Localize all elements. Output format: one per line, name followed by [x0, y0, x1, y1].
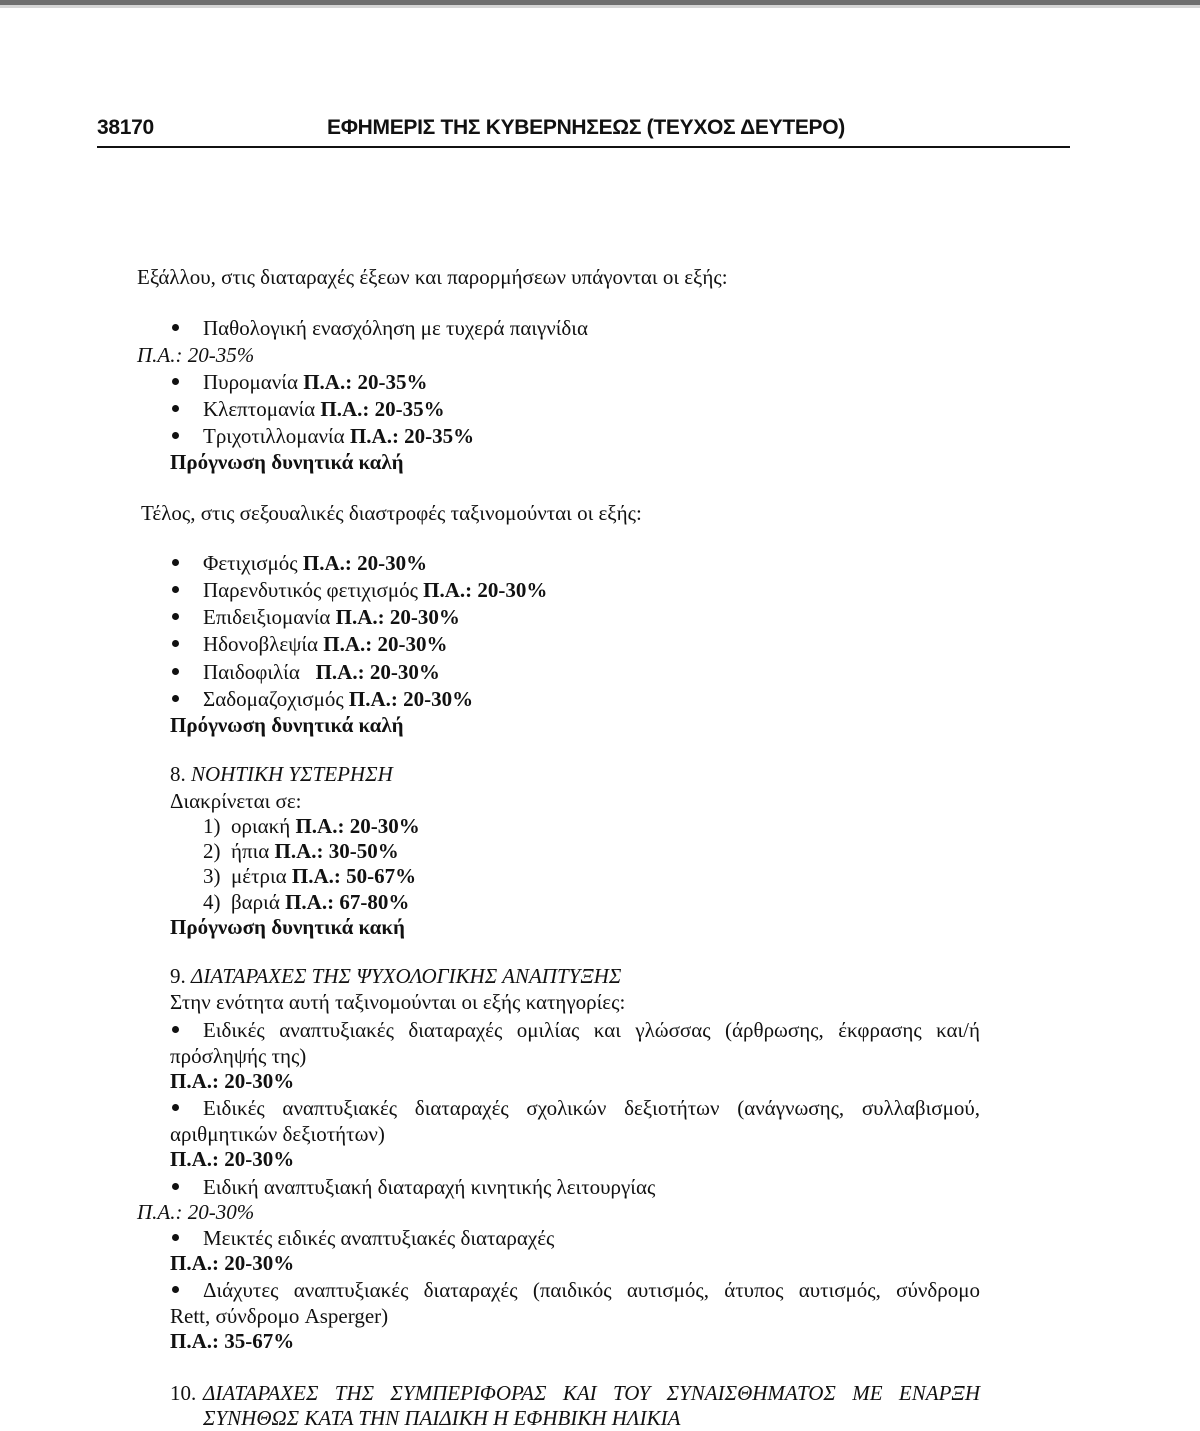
- section-9-item-3-pa: Π.Α.: 20-30%: [137, 1200, 255, 1224]
- item-label: Παιδοφιλία: [203, 660, 311, 684]
- bullet-icon: [172, 1234, 179, 1241]
- section-9-item-3-line-1: Ειδική αναπτυξιακή διαταραχή κινητικής λειτουργίας: [203, 1175, 656, 1199]
- section-10-number: 10.: [170, 1381, 197, 1405]
- item-label: οριακή: [231, 814, 291, 838]
- section-number: 9.: [170, 964, 186, 988]
- section-9-item-1-line-2: πρόσληψής της): [170, 1044, 307, 1068]
- gazette-title: ΕΦΗΜΕΡΙΣ ΤΗΣ ΚΥΒΕΡΝΗΣΕΩΣ (ΤΕΥΧΟΣ ΔΕΥΤΕΡΟ): [327, 116, 845, 139]
- section-8-heading: [170, 761, 393, 787]
- section-9-item-5-line-1: Διάχυτες αναπτυξιακές διαταραχές (παιδικός αυτισμός, άτυπος αυτισμός, σύνδρομο: [203, 1278, 980, 1302]
- section-9-intro: Στην ενότητα αυτή ταξινομούνται οι εξής κατηγορίες:: [170, 990, 626, 1014]
- bullet-icon: [172, 1183, 179, 1190]
- bullet-icon: [172, 559, 179, 566]
- item-pa: Π.Α.: 20-30%: [315, 660, 440, 684]
- item-label: Σαδομαζοχισμός: [203, 687, 344, 711]
- sexual-item: [203, 631, 448, 657]
- sexual-item: [203, 686, 473, 712]
- bullet-icon: [172, 668, 179, 675]
- item-pa: Π.Α.: 20-35%: [320, 397, 445, 421]
- sexual-item: [203, 604, 460, 630]
- gambling-label: Παθολογική ενασχόληση με τυχερά παιγνίδια: [203, 316, 588, 340]
- section-9-item-2-line-2: αριθμητικών δεξιοτήτων): [170, 1122, 385, 1146]
- section-10-title-line-2: ΣΥΝΗΘΩΣ ΚΑΤΑ ΤΗΝ ΠΑΙΔΙΚΗ Η ΕΦΗΒΙΚΗ ΗΛΙΚΙΑ: [203, 1406, 681, 1430]
- section-9-item-5-pa: Π.Α.: 35-67%: [170, 1329, 295, 1353]
- section-9-item-5-line-2: Rett, σύνδρομο Asperger): [170, 1304, 389, 1328]
- sexual-intro: Τέλος, στις σεξουαλικές διαστροφές ταξινομούνται οι εξής:: [141, 501, 642, 525]
- gambling-pa: Π.Α.: 20-35%: [137, 343, 255, 367]
- bullet-icon: [172, 432, 179, 439]
- item-pa: Π.Α.: 20-35%: [303, 370, 428, 394]
- item-label: Πυρομανία: [203, 370, 298, 394]
- section-10-title-line-1: ΔΙΑΤΑΡΑΧΕΣ ΤΗΣ ΣΥΜΠΕΡΙΦΟΡΑΣ ΚΑΙ ΤΟΥ ΣΥΝΑΙΣΘΗΜΑΤΟΣ ΜΕ ΕΝΑΡΞΗ: [203, 1381, 980, 1405]
- sexual-item: [203, 659, 440, 685]
- window-top-shadow: [0, 5, 1200, 8]
- impulse-item: [203, 423, 474, 449]
- section-9-item-2-pa: Π.Α.: 20-30%: [170, 1147, 295, 1171]
- item-number: 3): [203, 864, 221, 888]
- item-pa: Π.Α.: 20-35%: [349, 424, 475, 448]
- impulse-prognosis: Πρόγνωση δυνητικά καλή: [170, 450, 404, 474]
- sexual-prognosis: Πρόγνωση δυνητικά καλή: [170, 713, 404, 737]
- item-label: Παρενδυτικός φετιχισμός: [203, 578, 424, 602]
- sexual-item: [203, 577, 547, 603]
- section-8-prognosis: Πρόγνωση δυνητικά κακή: [170, 915, 405, 939]
- item-number: 1): [203, 814, 221, 838]
- item-pa: Π.Α.: 50-67%: [291, 864, 417, 888]
- impulse-item: [203, 396, 445, 422]
- bullet-icon: [172, 640, 179, 647]
- section-title: ΝΟΗΤΙΚΗ ΥΣΤΕΡΗΣΗ: [191, 762, 393, 786]
- item-pa: Π.Α.: 20-30%: [302, 551, 428, 575]
- item-pa: Π.Α.: 20-30%: [423, 578, 548, 602]
- sexual-item: [203, 550, 427, 576]
- item-pa: Π.Α.: 67-80%: [285, 890, 410, 914]
- bullet-icon: [172, 695, 179, 702]
- item-pa: Π.Α.: 20-30%: [323, 632, 448, 656]
- section-9-item-2-line-1: Ειδικές αναπτυξιακές διαταραχές σχολικών δεξιοτήτων (ανάγνωσης, συλλαβισμού,: [203, 1096, 980, 1120]
- bullet-icon: [172, 378, 179, 385]
- bullet-icon: [172, 1286, 179, 1293]
- numbered-item: [203, 838, 399, 864]
- bullet-icon: [172, 613, 179, 620]
- item-pa: Π.Α.: 20-30%: [295, 814, 420, 838]
- item-number: 2): [203, 839, 221, 863]
- section-9-item-1-pa: Π.Α.: 20-30%: [170, 1069, 295, 1093]
- impulse-intro: Εξάλλου, στις διαταραχές έξεων και παρορμήσεων υπάγονται οι εξής:: [137, 265, 728, 289]
- section-number: 8.: [170, 762, 186, 786]
- header-rule: [97, 146, 1070, 148]
- section-9-item-4-pa: Π.Α.: 20-30%: [170, 1251, 295, 1275]
- section-8-intro: Διακρίνεται σε:: [170, 789, 302, 813]
- section-title: ΔΙΑΤΑΡΑΧΕΣ ΤΗΣ ΨΥΧΟΛΟΓΙΚΗΣ ΑΝΑΠΤΥΞΗΣ: [191, 964, 622, 988]
- impulse-item: [203, 369, 427, 395]
- section-9-heading: [170, 963, 621, 989]
- item-label: Επιδειξιομανία: [203, 605, 331, 629]
- bullet-icon: [172, 324, 179, 331]
- item-label: βαριά: [231, 890, 280, 914]
- section-9-item-1-line-1: Ειδικές αναπτυξιακές διαταραχές ομιλίας και γλώσσας (άρθρωσης, έκφρασης και/ή: [203, 1018, 980, 1042]
- page-number: 38170: [97, 116, 154, 139]
- bullet-icon: [172, 586, 179, 593]
- item-pa: Π.Α.: 30-50%: [274, 839, 399, 863]
- numbered-item: [203, 863, 416, 889]
- numbered-item: [203, 813, 420, 839]
- item-number: 4): [203, 890, 221, 914]
- item-label: Τριχοτιλλομανία: [203, 424, 345, 448]
- item-label: Φετιχισμός: [203, 551, 298, 575]
- bullet-icon: [172, 1026, 179, 1033]
- item-pa: Π.Α.: 20-30%: [348, 687, 474, 711]
- item-label: μέτρια: [231, 864, 287, 888]
- item-label: Κλεπτομανία: [203, 397, 321, 421]
- bullet-icon: [172, 405, 179, 412]
- item-label: ήπια: [231, 839, 270, 863]
- item-pa: Π.Α.: 20-30%: [335, 605, 460, 629]
- bullet-icon: [172, 1104, 179, 1111]
- numbered-item: [203, 889, 409, 915]
- item-label: Ηδονοβλεψία: [203, 632, 319, 656]
- section-9-item-4-line-1: Μεικτές ειδικές αναπτυξιακές διαταραχές: [203, 1226, 555, 1250]
